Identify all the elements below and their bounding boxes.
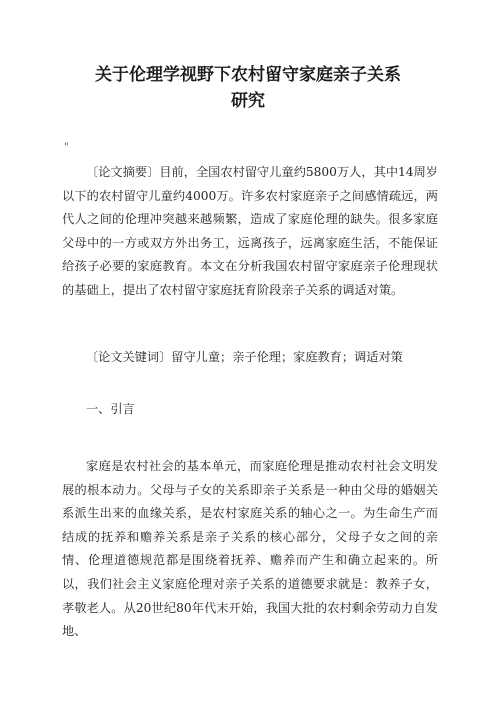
abstract-paragraph: 〔论文摘要〕目前，全国农村留守儿童约5800万人，其中14周岁以下的农村留守儿童约4000万。许多农村家庭亲子之间感情疏远，两代人之间的伦理冲突越来越频繁，造成了家庭伦理的缺失。很多家庭父母中的一方或双方外出务工，远离孩子，远离家庭生活，不能保证给孩子必要的家庭教育。本文在分析我国农村留守家庭亲子伦理现状的基础上，提出了农村留守家庭抚育阶段亲子关系的调适对策。 (62, 165, 438, 297)
keywords-paragraph: 〔论文关键词〕留守儿童；亲子伦理；家庭教育；调适对策 (86, 350, 403, 364)
stray-mark: " (64, 142, 69, 153)
section-heading: 一、引言 (86, 402, 135, 416)
body-paragraph: 家庭是农村社会的基本单元，而家庭伦理是推动农村社会文明发展的根本动力。父母与子女的关系即亲子关系是一种由父母的婚姻关系派生出来的血缘关系，是农村家庭关系的轴心之一。为生命生产而结成的抚养和赡养关系是亲子关系的核心部分，父母子女之间的亲情、伦理道德规范都是围绕着抚养、赡养而产生和确立起来的。所以，我们社会主义家庭伦理对亲子关系的道德要求就是：教养子女，孝敬老人。从20世纪80年代末开始，我国大批的农村剩余劳动力自发地、 (62, 459, 438, 639)
title-line-1: 关于伦理学视野下农村留守家庭亲子关系 (95, 65, 401, 85)
title-line-2: 研究 (231, 91, 265, 111)
document-title (60, 62, 436, 114)
